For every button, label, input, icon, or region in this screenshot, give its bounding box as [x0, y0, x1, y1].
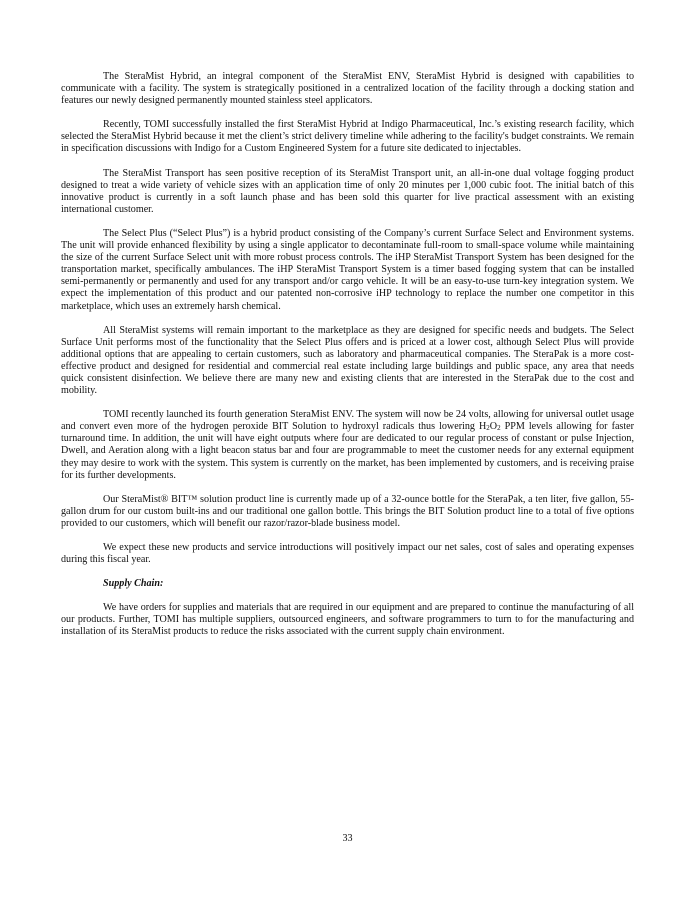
paragraph-bit-solution: Our SteraMist® BIT™ solution product line is currently made up of a 32-ounce bottle for the SteraPak, a ten liter, five gallon, 55-gallon drum for our custom built-ins and our traditional one gallon bottle. This brings the BIT Solution product line to a total of five options provided to our customers, which will benefit our razor/razor-blade business model.: [61, 493, 634, 529]
paragraph-select-plus: The Select Plus (“Select Plus”) is a hybrid product consisting of the Company’s current Surface Select and Environment systems. The unit will provide enhanced flexibility by using a single applicator to decontaminate full-room to small-space volume while maintaining the size of the current Surface Select unit with more robust process controls. The iHP SteraMist Transport System has been designed for the transportation market, specifically ambulances. The iHP SteraMist Transport System is a timer based fogging system that can be installed semi-permanently or permanently and used for any transport and/or cargo vehicle. It will be an easy-to-use turn-key integration system. We expect the implementation of this product and our patented non-corrosive iHP technology to replace the number one competitor in this marketplace, which uses an extremely harsh chemical.: [61, 227, 634, 312]
paragraph-all-systems: All SteraMist systems will remain important to the marketplace as they are designed for specific needs and budgets. The Select Surface Unit performs most of the functionality that the Select Plus offers and is priced at a lower cost, although Select Plus will provide additional options that are appealing to certain customers, such as laboratory and pharmaceutical companies. The SteraPak is a more cost-effective product and designed for residential and commercial real estate including large buildings and public space, any area that needs quick consistent disinfection. We believe there are many new and existing clients that are interested in the SteraPak due to the cost and mobility.: [61, 324, 634, 397]
paragraph-env-fourth-generation: [61, 409, 634, 482]
env-text-before: TOMI recently launched its fourth generation SteraMist ENV. The system will now be 24 volts, allowing for universal outlet usage and convert even more of the hydrogen peroxide BIT Solution to hydroxyl radicals thus lowering H: [61, 409, 634, 433]
paragraph-steramist-transport: The SteraMist Transport has seen positive reception of its SteraMist Transport unit, an all-in-one dual voltage fogging product designed to treat a wide variety of vehicle sizes with an application time of only 20 minutes per 1,000 cubic foot. The initial batch of this innovative product is currently in a soft launch phase and has been sold this quarter for live practical assessment with an existing international customer.: [61, 167, 634, 215]
paragraph-supply-chain: We have orders for supplies and materials that are required in our equipment and are prepared to continue the manufacturing of all our products. Further, TOMI has multiple suppliers, outsourced engineers, and software programmers to turn to for the manufacturing and installation of its SteraMist products to reduce the risks associated with the current supply chain environment.: [61, 602, 634, 638]
env-text-after: PPM levels allowing for faster turnaround time. In addition, the unit will have eight outputs where four are dedicated to our regular process of constant or pulse Injection, Dwell, and Aeration along with a light beacon status bar and four are programmable to meet the customer needs for any external equipment they may desire to work with the system. This system is currently on the market, has been implemented by customers, and is receiving praise for its further developments.: [61, 421, 634, 481]
paragraph-indigo-installation: Recently, TOMI successfully installed the first SteraMist Hybrid at Indigo Pharmaceutical, Inc.’s existing research facility, which selected the SteraMist Hybrid because it met the client’s strict delivery timeline while adhering to the facility's budget constraints. We remain in specification discussions with Indigo for a Custom Engineered System for a future site dedicated to injectables.: [61, 119, 634, 155]
page-number: 33: [342, 833, 353, 844]
supply-chain-heading: Supply Chain:: [103, 578, 164, 590]
env-text-mid: O: [489, 421, 498, 433]
paragraph-steramist-hybrid: The SteraMist Hybrid, an integral component of the SteraMist ENV, SteraMist Hybrid is designed with capabilities to communicate with a facility. The system is strategically positioned in a centralized location of the facility through a docking station and features our newly designed permanently mounted stainless steel applicators.: [61, 71, 634, 107]
o2-subscript: 2: [497, 424, 501, 433]
h2-subscript: 2: [486, 424, 490, 433]
page-body: [61, 71, 634, 651]
paragraph-expectations: We expect these new products and service introductions will positively impact our net sales, cost of sales and operating expenses during this fiscal year.: [61, 542, 634, 566]
